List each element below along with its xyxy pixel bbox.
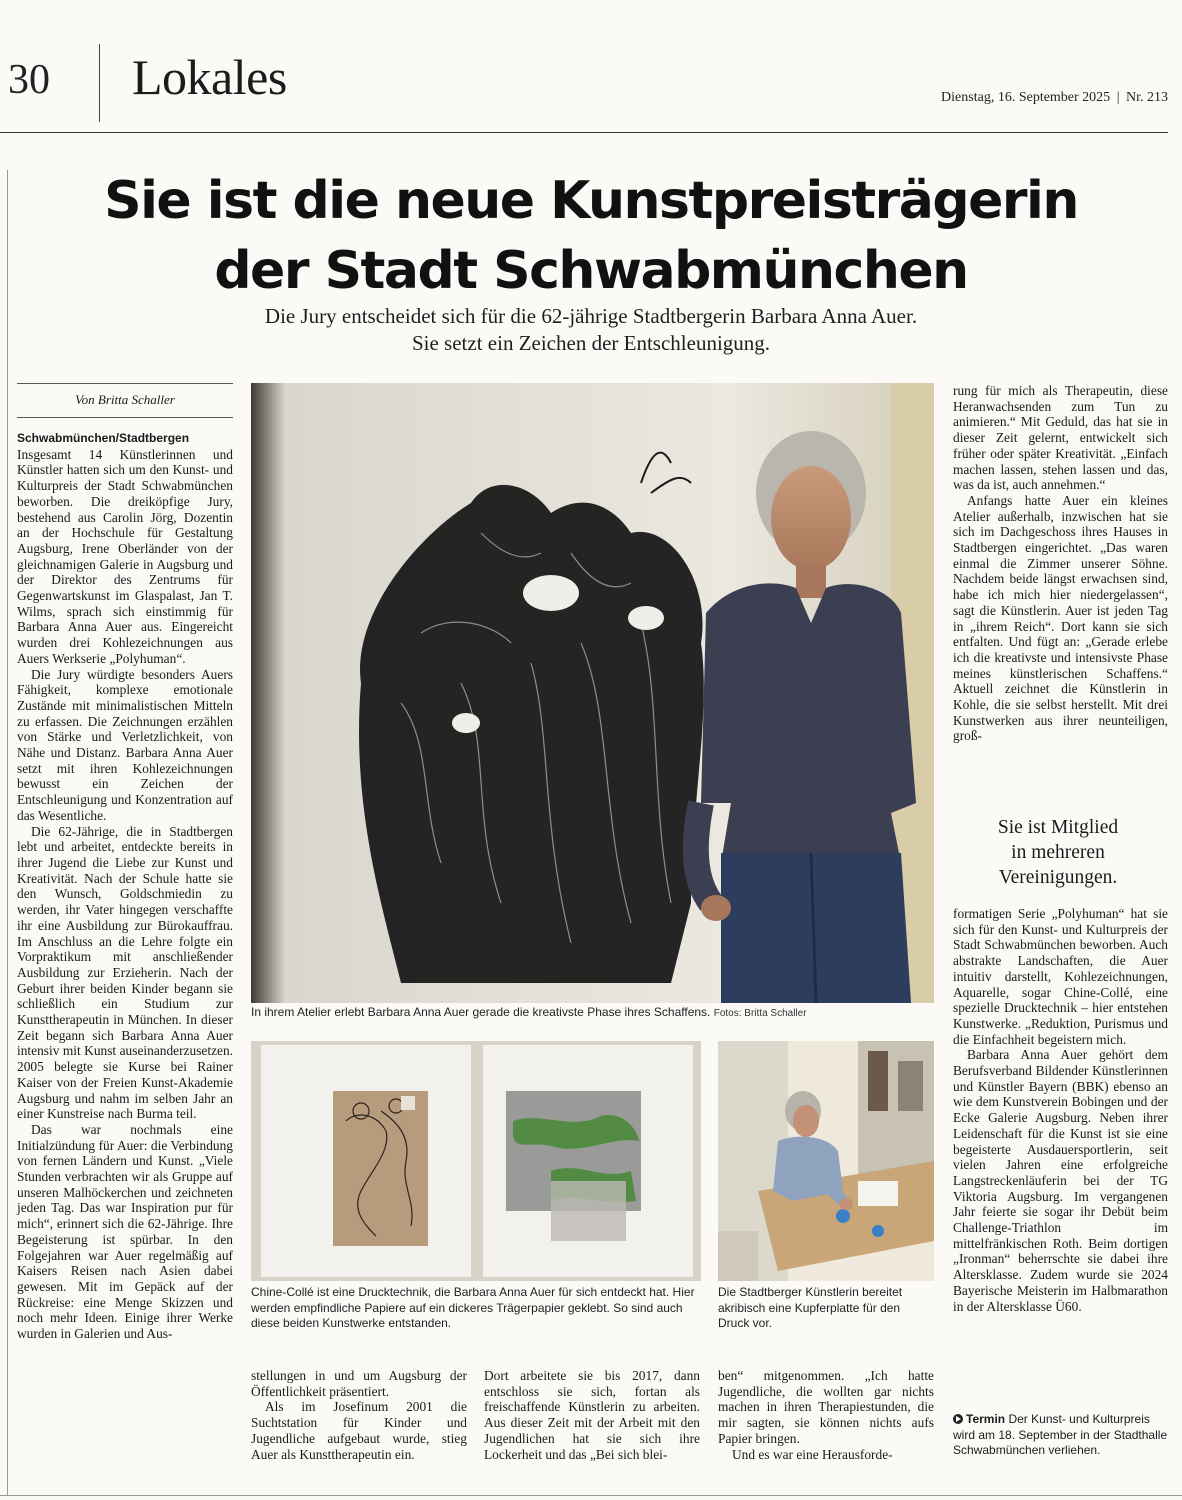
- text-column-5-top: [953, 383, 1168, 744]
- header-divider: [99, 44, 100, 122]
- paragraph: rung für mich als Therapeutin, diese Heranwachsenden zum Tun zu animieren.“ Mit Geduld, das hat sie in dieser Zeit gelernt, entwickelt sich früher oder später Kreativität. „Einfach machen lassen, stehen lassen und das, was da ist, auch annehmen.“: [953, 383, 1168, 493]
- text-column-3: [484, 1368, 700, 1462]
- text-column-4: [718, 1368, 934, 1462]
- paragraph: formatigen Serie „Polyhuman“ hat sie sich für den Kunst- und Kulturpreis der Stadt Schwabmünchen beworben. Auch abstrakte Landschaften, die Auer intuitiv darstellt, Kohlezeichnungen, Aquarelle, sogar Chine-Collé, eine spezielle Drucktechnik – hier entstehen Kunstwerke. „Reduktion, Purismus und die Einfachheit begeistern mich.: [953, 906, 1168, 1047]
- issue-date: Dienstag, 16. September 2025 | Nr. 213: [941, 90, 1168, 105]
- page-number: 30: [8, 57, 50, 103]
- event-label: Termin: [966, 1412, 1006, 1426]
- subheadline: Die Jury entscheidet sich für die 62-jährige Stadtbergerin Barbara Anna Auer. Sie setzt ein Zeichen der Entschleunigung.: [264, 304, 918, 355]
- text-column-1: [17, 430, 233, 1342]
- main-photo-caption: In ihrem Atelier erlebt Barbara Anna Auer gerade die kreativste Phase ihres Schaffens. Fotos: Britta Schaller: [251, 1005, 807, 1019]
- chine-colle-photo: [251, 1041, 701, 1281]
- event-text: Der Kunst- und Kulturpreis wird am 18. September in der Stadthalle Schwabmünchen verliehen.: [953, 1412, 1168, 1457]
- event-notice: [953, 1412, 1168, 1459]
- paragraph: Das war nochmals eine Initialzündung für Auer: die Verbindung von fernen Ländern und Kunst. „Viele Stunden verbrachten wir als Gruppe auf unseren Malhöckerchen und zeichneten jeden Tag. Das war Inspiration pur für mich“, erinnert sich die 62-Jährige. Ihre Begeisterung ist spürbar. In den Folgejahren war Auer regelmäßig auf Kaisers Reisen nach Asien dabei gewesen. Mit im Gepäck auf der Rückreise: eine Menge Skizzen und noch mehr Ideen. Einige ihrer Werke wurden in Galerien und Aus-: [17, 1121, 233, 1342]
- paragraph: stellungen in und um Augsburg der Öffentlichkeit präsentiert.: [251, 1368, 467, 1399]
- studio-illustration: [718, 1041, 934, 1281]
- arrow-bullet-icon: [953, 1414, 963, 1424]
- paragraph: Die 62-Jährige, die in Stadtbergen lebt und arbeitet, entdeckte bereits in ihrer Jugend die Liebe zur Kunst und Kreativität. Nach der Schule hatte sie den Wunsch, Goldschmiedin zu werden, ihr Vater hingegen verschaffte ihr eine Ausbildung zur Bürokauffrau. Im Anschluss an die Lehre folgte ein Vorpraktikum mit anschließender Ausbildung zur Erzieherin. Nach der Geburt ihrer beiden Kinder begann sie schließlich ein Studium zur Kunsttherapeutin in München. In dieser Zeit begann sich Barbara Anna Auer intensiv mit Kunst auseinanderzusetzen. 2005 belegte sie Kurse bei Rainer Kaiser von der Freien Kunst-Akademie Augsburg und nahm im selben Jahr an einer Kunstreise nach Burma teil.: [17, 823, 233, 1122]
- chine-colle-caption: Chine-Collé ist eine Drucktechnik, die Barbara Anna Auer für sich entdeckt hat. Hier werden empfindliche Papiere auf ein dickeres Trägerpapier geklebt. So sind auch diese beiden Kunstwerke entstanden.: [251, 1285, 695, 1330]
- paragraph: Dort arbeitete sie bis 2017, dann entschloss sie sich, fortan als freischaffende Künstlerin zu arbeiten. Aus dieser Zeit mit der Arbeit mit den Jugendlichen hat sie sich ihre Lockerheit und das „Bei sich blei-: [484, 1368, 700, 1462]
- headline: Sie ist die neue Kunstpreisträgerin der Stadt Schwabmünchen: [104, 171, 1078, 301]
- studio-caption: Die Stadtberger Künstlerin bereitet akribisch eine Kupferplatte für den Druck vor.: [718, 1285, 903, 1330]
- page-header: [0, 0, 1182, 134]
- dateline: Schwabmünchen/Stadtbergen: [17, 431, 190, 445]
- photo-credit: Fotos: Britta Schaller: [713, 1008, 807, 1019]
- paragraph: Und es war eine Herausforde-: [732, 1446, 893, 1462]
- header-rule: [0, 132, 1168, 133]
- page-left-rule: [7, 170, 8, 1495]
- paragraph: Anfangs hatte Auer ein kleines Atelier außerhalb, inzwischen hat sie sich im Dachgeschoss ihres Hauses in Stadtbergen eingerichtet. „Das waren einmal die Zimmer unserer Söhne. Nachdem beide längst erwachsen sind, habe ich mich hier niedergelassen“, sagt die Künstlerin. Auer ist jeden Tag in „ihrem Reich“. Dort kann sie sich entfalten. Und fügt an: „Gerade erlebe ich die kreativste und intensivste Phase meines künstlerischen Schaffens.“ Aktuell zeichnet die Künstlerin in Kohle, die sie selbst herstellt. Mit drei Kunstwerken aus ihrer neunteiligen, groß-: [953, 492, 1168, 744]
- byline: Von Britta Schaller: [17, 383, 233, 418]
- studio-photo: [718, 1041, 934, 1281]
- page-bottom-rule: [0, 1495, 1182, 1496]
- text-column-2: [251, 1368, 467, 1462]
- paragraph: Die Jury würdigte besonders Auers Fähigkeit, komplexe emotionale Zustände mit minimalistischen Mitteln zu erfassen. Die Zeichnungen erzählen von Stärke und Verletzlichkeit, von Nähe und Distanz. Barbara Anna Auer setzt mit ihren Kohlezeichnungen bewusst ein Zeichen der Entschleunigung und Konzentration auf das Wesentliche.: [17, 666, 233, 823]
- paragraph: ben“ mitgenommen. „Ich hatte Jugendliche, die wollten gar nichts machen in ihren Therapiestunden, die mir sagten, sie können nichts aufs Papier bringen.: [718, 1368, 934, 1446]
- text-column-5-bottom: [953, 906, 1168, 1314]
- section-title: Lokales: [132, 49, 287, 105]
- main-photo: [251, 383, 934, 1003]
- pull-quote: Sie ist Mitglied in mehreren Vereinigungen.: [997, 817, 1119, 888]
- artist-portrait-illustration: [251, 383, 934, 1003]
- paragraph: Barbara Anna Auer gehört dem Berufsverband Bildender Künstlerinnen und Künstler Bayern (BBK) ebenso an wie dem Kunstverein Bobingen und der Ecke Galerie Augsburg. Neben ihrer Leidenschaft für die Kunst ist sie eine begeisterte Ausdauersportlerin, seit vielen Jahren eine erfolgreiche Langstreckenläuferin bei der TG Viktoria Augsburg. Im vergangenen Jahr feierte sie sogar ihr Debüt beim Challenge-Triathlon im mittelfränkischen Roth. Beim dortigen „Ironman“ beherrschte sie dabei ihre Altersklasse. Zudem wurde sie 2024 Bayerische Meisterin im Halbmarathon in der Altersklasse Ü60.: [953, 1047, 1168, 1314]
- artworks-illustration: [251, 1041, 701, 1281]
- paragraph: Schwabmünchen/Stadtbergen Insgesamt 14 Künstlerinnen und Künstler hatten sich um den Kunst- und Kulturpreis der Stadt Schwabmünchen beworben. Die dreiköpfige Jury, bestehend aus Carolin Jörg, Dozentin an der Hochschule für Gestaltung Augsburg, Irene Oberländer von der gleichnamigen Galerie in Augsburg und der Direktor des Zentrums für Gegenwartskunst im Glaspalast, Jan T. Wilms, sprach sich einstimmig für Barbara Anna Auer aus. Eingereicht wurden drei Kohlezeichnungen aus Auers Werkserie „Polyhuman“.: [17, 431, 233, 666]
- paragraph: Als im Josefinum 2001 die Suchtstation für Kinder und Jugendliche aufgebaut wurde, stieg Auer als Kunsttherapeutin ein.: [251, 1399, 467, 1462]
